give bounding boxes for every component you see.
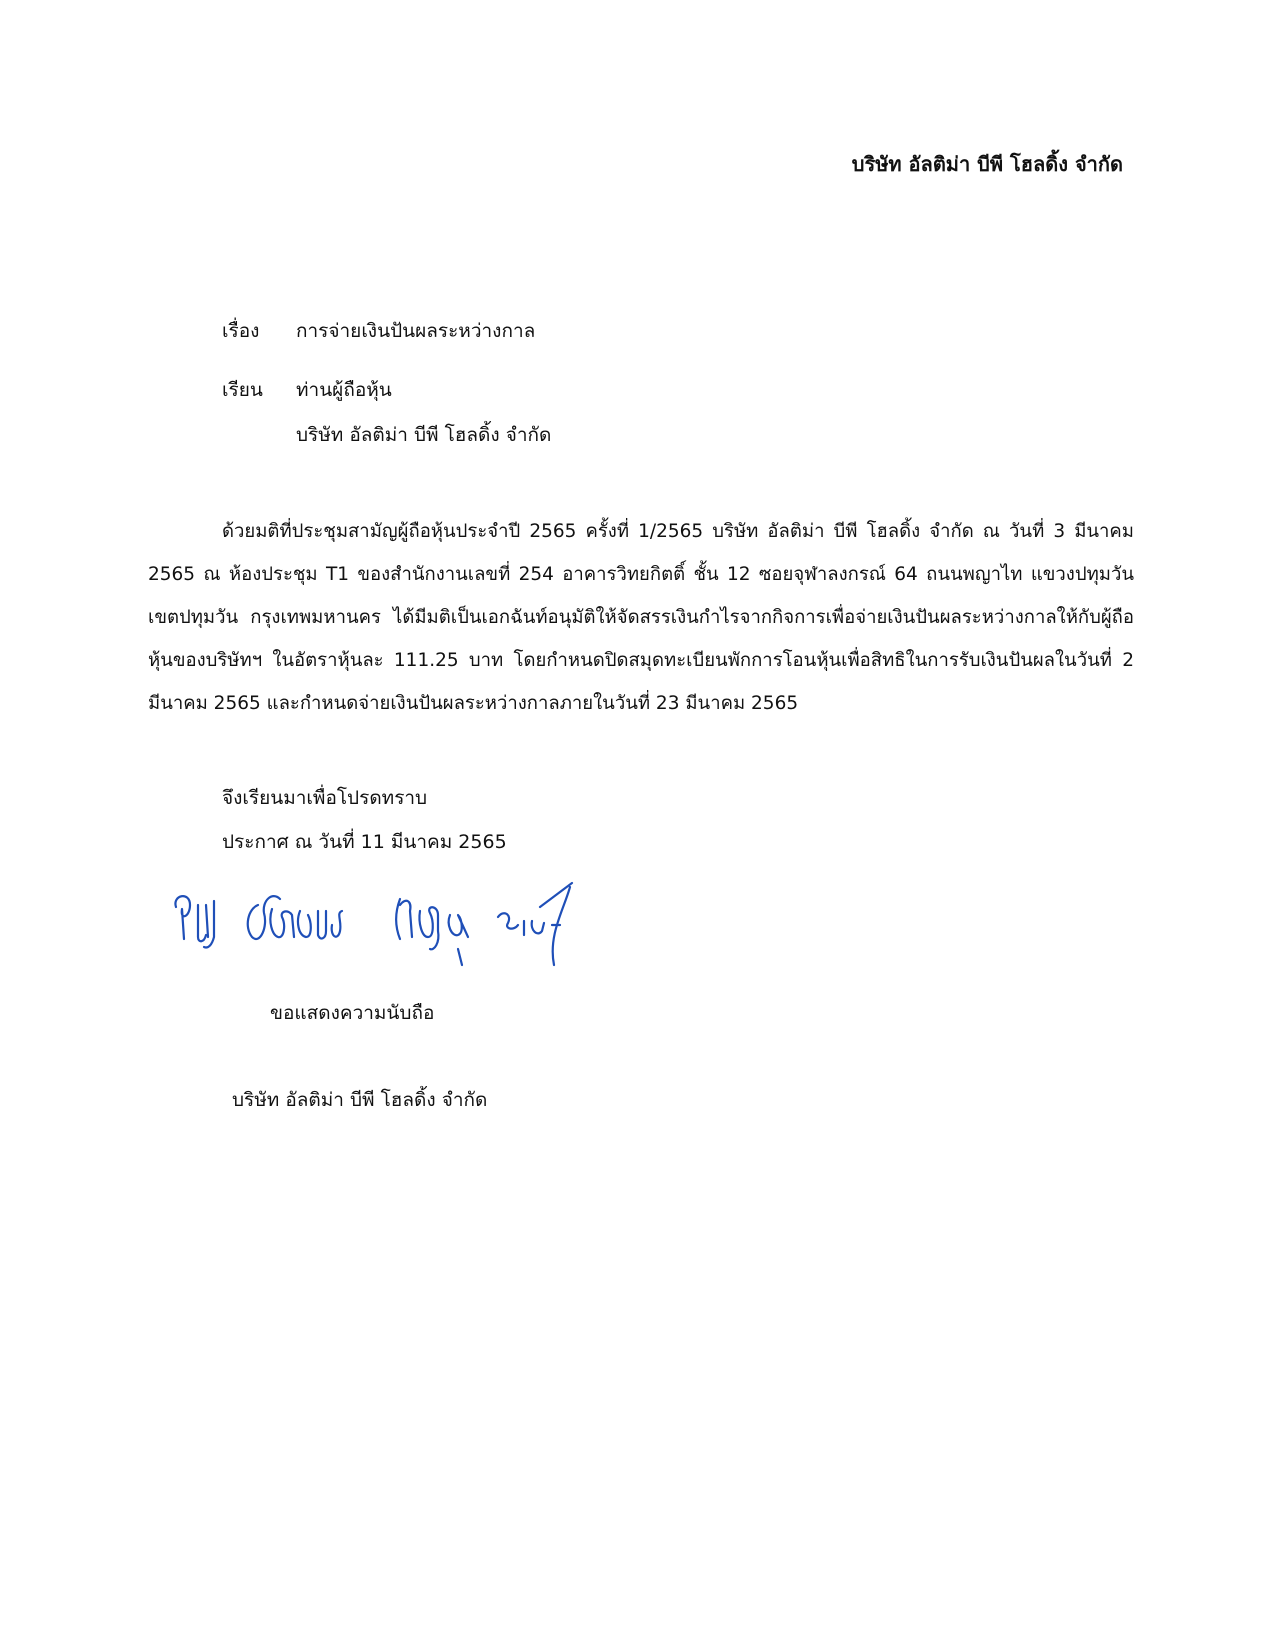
signature-2-part-b [498,883,572,965]
company-header: บริษัท อัลติม่า บีพี โฮลดิ้ง จำกัด [851,152,1123,176]
signature-company: บริษัท อัลติม่า บีพี โฮลดิ้ง จำกัด [232,1089,488,1111]
recipient-label: เรียน [222,379,263,401]
recipient-line-1: ท่านผู้ถือหุ้น [296,379,392,401]
regards-line: ขอแสดงความนับถือ [270,1002,435,1024]
handwritten-signatures [168,865,608,975]
signature-2-part-a [396,899,468,965]
letter-body: ด้วยมติที่ประชุมสามัญผู้ถือหุ้นประจำปี 2565 ครั้งที่ 1/2565 บริษัท อัลติม่า บีพี โฮลดิ้ง จำกัด ณ วันที่ 3 มีนาคม 2565 ณ ห้องประชุม T1 ของสำนักงานเลขที่ 254 อาคารวิทยกิตติ์ ชั้น 12 ซอยจุฬาลงกรณ์ 64 ถนนพญาไท แขวงปทุมวัน เขตปทุมวัน กรุงเทพมหานคร ได้มีมติเป็นเอกฉันท์อนุมัติให้จัดสรรเงินกำไรจากกิจการเพื่อจ่ายเงินปันผลระหว่างกาลให้กับผู้ถือหุ้นของบริษัทฯ ในอัตราหุ้นละ 111.25 บาท โดยกำหนดปิดสมุดทะเบียนพักการโอนหุ้นเพื่อสิทธิในการรับเงินปันผลในวันที่ 2 มีนาคม 2565 และกำหนดจ่ายเงินปันผลระหว่างกาลภายในวันที่ 23 มีนาคม 2565 [148,521,1134,714]
subject-text: การจ่ายเงินปันผลระหว่างกาล [296,320,536,342]
signature-1-part-b [248,896,342,939]
signature-1-part-a [175,896,214,947]
announcement-date: ประกาศ ณ วันที่ 11 มีนาคม 2565 [222,831,507,853]
subject-label: เรื่อง [222,320,260,342]
closing-line: จึงเรียนมาเพื่อโปรดทราบ [222,787,428,809]
recipient-line-2: บริษัท อัลติม่า บีพี โฮลดิ้ง จำกัด [296,424,552,446]
